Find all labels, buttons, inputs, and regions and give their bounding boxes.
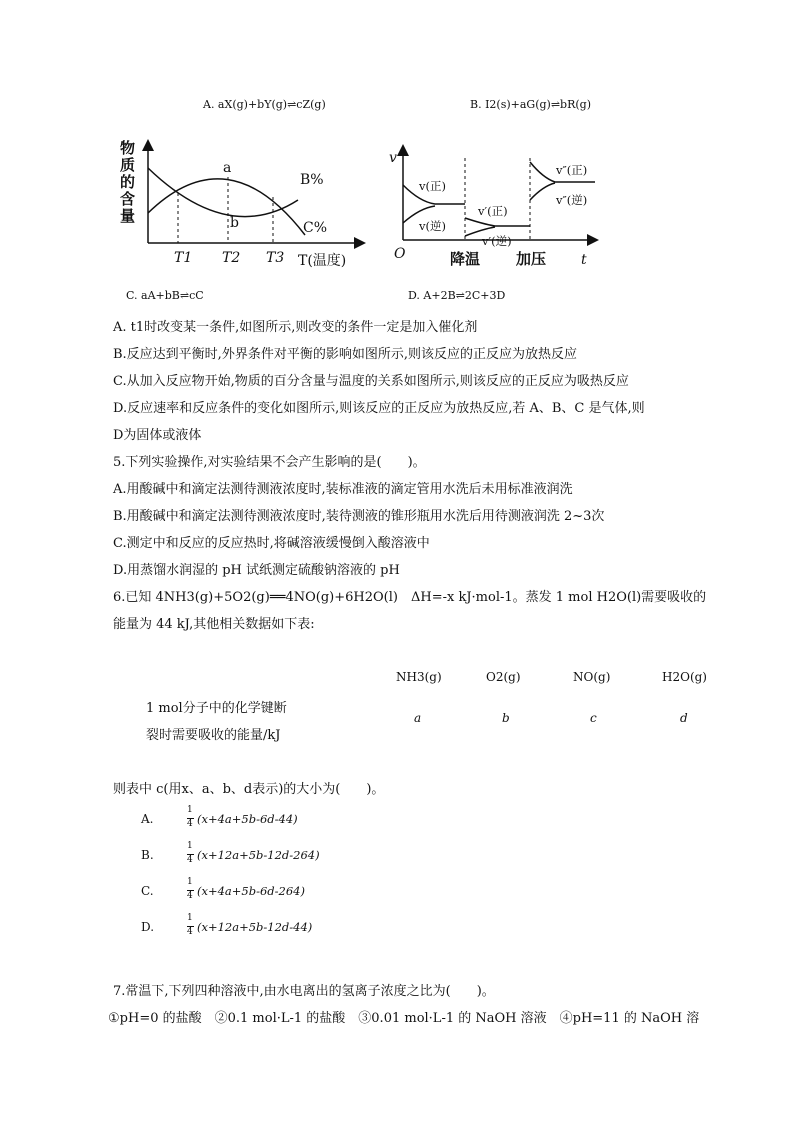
c-percent-label: C% — [303, 220, 328, 236]
table-value-c: c — [590, 711, 597, 725]
option-d-header: D. A+2B⇌2C+3D — [408, 289, 506, 302]
b-percent-label: B% — [300, 172, 324, 188]
statement-c: C.从加入反应物开始,物质的百分含量与温度的关系如图所示,则该反应的正反应为吸热反应 — [113, 374, 629, 389]
v-reverse-label: v(逆) — [419, 219, 446, 233]
v-prime-forward-label: v′(正) — [478, 204, 508, 218]
q6-stem-line1: 6.已知 4NH3(g)+5O2(g)══4NO(g)+6H2O(l) ΔH=-x kJ·mol-1。蒸发 1 mol H2O(l)需要吸收的 — [113, 590, 707, 605]
v-prime-forward-curve — [465, 218, 530, 226]
v-prime-reverse-label: v′(逆) — [482, 234, 512, 248]
table-header-no: NO(g) — [573, 670, 611, 684]
temperature-axis-label: T(温度) — [298, 253, 347, 269]
pressurize-label: 加压 — [516, 250, 547, 268]
v-double-prime-forward-label: v″(正) — [556, 163, 588, 177]
q5-stem: 5.下列实验操作,对实验结果不会产生影响的是( )。 — [113, 455, 426, 470]
q7-stem: 7.常温下,下列四种溶液中,由水电离出的氢离子浓度之比为( )。 — [113, 984, 495, 999]
v-axis-label: v — [389, 150, 397, 166]
option-a-header: A. aX(g)+bY(g)⇌cZ(g) — [203, 98, 326, 111]
q6-question: 则表中 c(用x、a、b、d表示)的大小为( )。 — [113, 782, 385, 797]
cooling-label: 降温 — [450, 250, 481, 268]
t1-label: T1 — [174, 250, 193, 266]
statement-d-line2: D为固体或液体 — [113, 428, 202, 443]
paper-page: A. aX(g)+bY(g)⇌cZ(g) B. I2(s)+aG(g)⇌bR(g) 物 质 的 含 量 a b B% C% T1 T2 T3 T(温度) v O t v(正) v(逆) v′(正) v′(逆) v″(正) v″(逆) 降温 加压 C. aA+bB⇌cC D. A+2B⇌2C+3D A. t1时改变某一条件,如图所示,则改变的条件一定是加入催化剂 B.反应达到平衡时,外界条件对平衡的影响如图所示,则该反应的正反应为放热反应 C.从加入反应物开始,物质的百分含量与温度的关系如图所示,则该反应的正反应为吸热反应 D.反应速率和反应条件的变化如图所示,则该反应的正反应为放热反应,若 A、B、C 是气体,则 D为固体或液体 5.下列实验操作,对实验结果不会产生影响的是( )。 A.用酸碱中和滴定法测待测液浓度时,装标准液的滴定管用水洗后未用标准液润洗 B.用酸碱中和滴定法测待测液浓度时,装待测液的锥形瓶用水洗后用待测液润洗 2~3次 C.测定中和反应的反应热时,将碱溶液缓慢倒入酸溶液中 D.用蒸馏水润湿的 pH 试纸测定硫酸钠溶液的 pH 6.已知 4NH3(g)+5O2(g)══4NO(g)+6H2O(l) ΔH=-x kJ·mol-1。蒸发 1 mol H2O(l)需要吸收的 能量为 44 kJ,其他相关数据如下表: NH3(g) O2(g) NO(g) H2O(g) 1 mol分子中的化学键断 裂时需要吸收的能量/kJ a b c d 则表中 c(用x、a、b、d表示)的大小为( )。 A. 1 4 (x+4a+5b-6d-44) B. 1 4 (x+12a+5b-12d-264) C. 1 4 (x+4a+5b-6d-264) D. 1 4 (x+12a+5b-12d-44) 7.常温下,下列四种溶液中,由水电离出的氢离子浓度之比为( )。 ①pH=0 的盐酸 ②0.1 mol·L-1 的盐酸 ③0.01 mol·L-1 的 NaOH 溶液 ④pH=11 的 NaOH 溶 — [108, 98, 707, 1026]
table-row-label-line2: 裂时需要吸收的能量/kJ — [146, 728, 281, 743]
q5-option-a: A.用酸碱中和滴定法测待测液浓度时,装标准液的滴定管用水洗后未用标准液润洗 — [113, 482, 573, 497]
statement-b: B.反应达到平衡时,外界条件对平衡的影响如图所示,则该反应的正反应为放热反应 — [113, 347, 577, 362]
point-a-label: a — [223, 160, 232, 176]
q5-option-c: C.测定中和反应的反应热时,将碱溶液缓慢倒入酸溶液中 — [113, 536, 430, 551]
v-double-prime-reverse-curve — [530, 183, 555, 200]
v-forward-label: v(正) — [419, 179, 446, 193]
table-value-d: d — [680, 711, 688, 725]
table-header-h2o: H2O(g) — [662, 670, 707, 684]
table-header-nh3: NH3(g) — [396, 670, 442, 684]
q6-option-b-letter: B. — [141, 848, 154, 862]
statement-a: A. t1时改变某一条件,如图所示,则改变的条件一定是加入催化剂 — [113, 320, 478, 335]
table-value-b: b — [502, 711, 510, 725]
y-axis-label: 物 质 的 含 量 — [120, 139, 136, 225]
q6-option-c-letter: C. — [141, 884, 154, 898]
option-b-header: B. I2(s)+aG(g)⇌bR(g) — [470, 98, 591, 111]
q5-option-d: D.用蒸馏水润湿的 pH 试纸测定硫酸钠溶液的 pH — [113, 563, 400, 578]
t-axis-label: t — [581, 252, 587, 268]
t3-label: T3 — [266, 250, 285, 266]
t2-label: T2 — [222, 250, 241, 266]
table-header-o2: O2(g) — [486, 670, 521, 684]
origin-label: O — [394, 246, 406, 262]
v-double-prime-reverse-label: v″(逆) — [556, 193, 588, 207]
option-c-header: C. aA+bB⇌cC — [126, 289, 204, 302]
q6-option-d-letter: D. — [141, 920, 155, 934]
table-row-label-line1: 1 mol分子中的化学键断 — [146, 701, 287, 716]
statement-d-line1: D.反应速率和反应条件的变化如图所示,则该反应的正反应为放热反应,若 A、B、C 是气体,则 — [113, 401, 645, 416]
point-b-label: b — [230, 215, 239, 231]
q6-option-a-letter: A. — [141, 812, 154, 826]
q6-stem-line2: 能量为 44 kJ,其他相关数据如下表: — [113, 617, 315, 632]
table-value-a: a — [414, 711, 422, 725]
q7-solutions-line: ①pH=0 的盐酸 ②0.1 mol·L-1 的盐酸 ③0.01 mol·L-1 的 NaOH 溶液 ④pH=11 的 NaOH 溶 — [108, 1011, 700, 1026]
q5-option-b: B.用酸碱中和滴定法测待测液浓度时,装待测液的锥形瓶用水洗后用待测液润洗 2~3次 — [113, 509, 605, 524]
